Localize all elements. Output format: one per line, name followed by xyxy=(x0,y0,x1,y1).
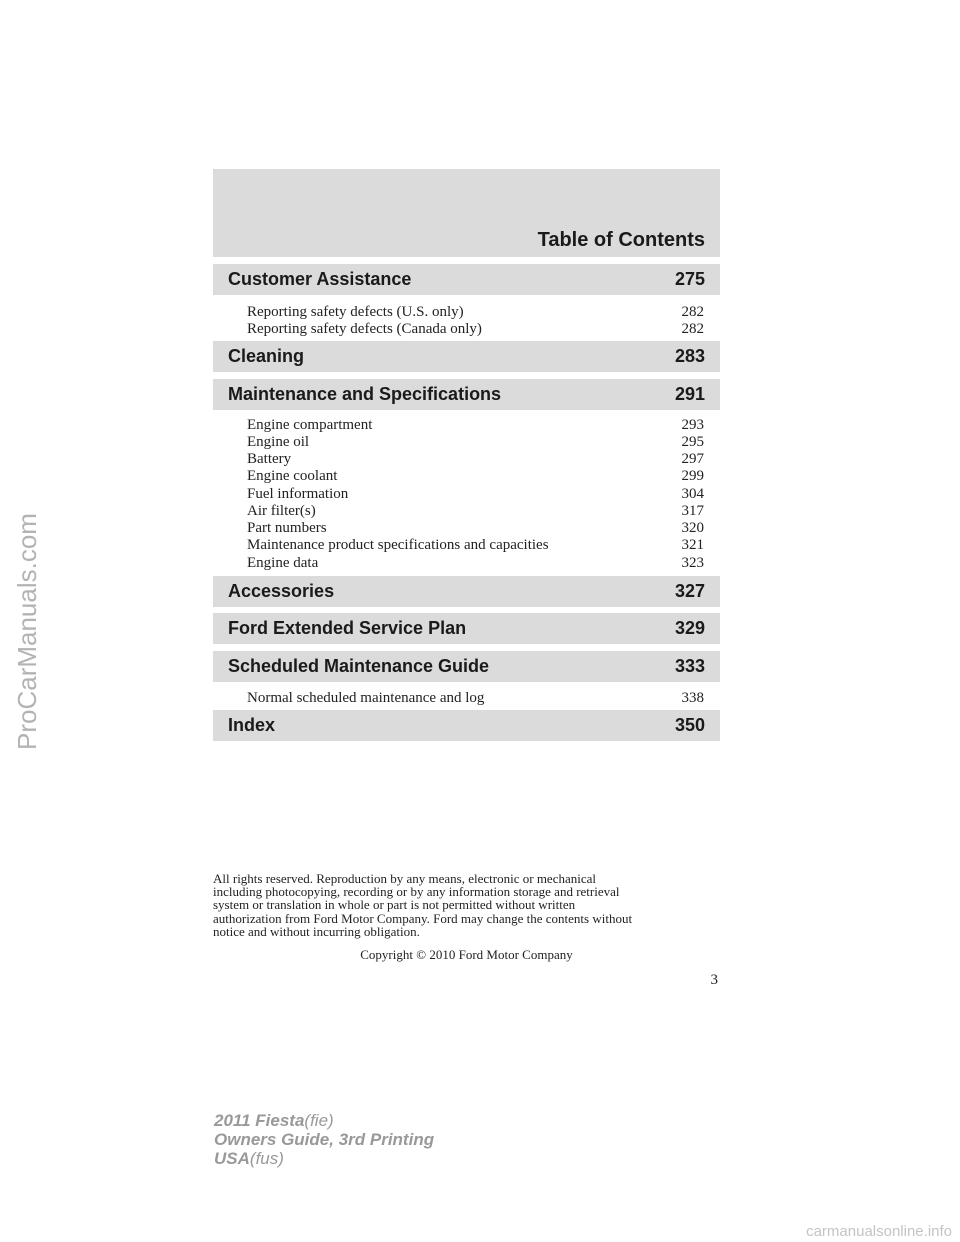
section-page: 283 xyxy=(674,346,705,366)
footer-market-code: (fus) xyxy=(249,1149,284,1168)
section-maintenance-specifications[interactable] xyxy=(213,379,720,410)
section-title: Maintenance and Specifications xyxy=(228,384,502,404)
bottom-watermark: carmanualsonline.info xyxy=(806,1223,952,1240)
footer-model: 2011 Fiesta xyxy=(214,1111,305,1130)
entry-title: Reporting safety defects (U.S. only) xyxy=(247,304,464,320)
section-page: 327 xyxy=(674,581,705,601)
legal-line: All rights reserved. Reproduction by any means, electronic or mechanical xyxy=(213,871,597,886)
entry-page: 295 xyxy=(681,434,704,450)
copyright-notice: Copyright © 2010 Ford Motor Company xyxy=(360,947,573,962)
section-customer-assistance[interactable] xyxy=(213,264,720,295)
entry-page: 293 xyxy=(681,417,704,433)
entry-page: 304 xyxy=(681,486,704,502)
entry-title: Engine compartment xyxy=(247,417,373,433)
section-title: Cleaning xyxy=(228,346,305,366)
entry-engine-oil[interactable] xyxy=(247,434,704,451)
footer-market: USA xyxy=(214,1149,250,1168)
entry-battery[interactable] xyxy=(247,451,704,468)
entry-safety-defects-us[interactable] xyxy=(247,304,704,321)
entry-air-filters[interactable] xyxy=(247,503,704,520)
entry-title: Engine coolant xyxy=(247,468,338,484)
legal-line: authorization from Ford Motor Company. Ford may change the contents without xyxy=(213,910,633,926)
document-footer xyxy=(214,1111,434,1168)
section-title: Scheduled Maintenance Guide xyxy=(228,656,490,676)
section-scheduled-maintenance-guide[interactable] xyxy=(213,651,720,682)
section-page: 333 xyxy=(674,656,705,676)
entry-page: 282 xyxy=(681,321,704,337)
section-ford-extended-service-plan[interactable] xyxy=(213,613,720,644)
entry-title: Engine data xyxy=(247,555,319,571)
section-page: 350 xyxy=(674,715,705,735)
toc-header-box xyxy=(213,169,720,257)
entry-part-numbers[interactable] xyxy=(247,520,704,537)
entry-title: Normal scheduled maintenance and log xyxy=(247,690,485,706)
section-title: Index xyxy=(228,715,276,735)
entry-page: 297 xyxy=(681,451,704,467)
section-page: 291 xyxy=(674,384,705,404)
entry-title: Engine oil xyxy=(247,434,310,450)
entry-title: Maintenance product specifications and capacities xyxy=(247,537,549,553)
entry-page: 338 xyxy=(681,690,704,706)
section-accessories[interactable] xyxy=(213,576,720,607)
entry-page: 321 xyxy=(681,537,704,553)
entry-maintenance-product-specs[interactable] xyxy=(247,537,704,554)
section-cleaning[interactable] xyxy=(213,341,720,372)
entry-safety-defects-canada[interactable] xyxy=(247,321,704,338)
entry-page: 323 xyxy=(681,555,704,571)
legal-line: notice and without incurring obligation. xyxy=(213,923,420,939)
page-number: 3 xyxy=(710,972,718,988)
side-watermark: ProCarManuals.com xyxy=(12,513,42,750)
entry-title: Reporting safety defects (Canada only) xyxy=(247,321,482,337)
entry-title: Battery xyxy=(247,451,292,467)
section-title: Customer Assistance xyxy=(228,269,412,289)
entry-page: 299 xyxy=(681,468,704,484)
entry-engine-compartment[interactable] xyxy=(247,417,704,434)
entry-normal-scheduled-maintenance[interactable] xyxy=(247,690,704,707)
entry-title: Fuel information xyxy=(247,486,349,502)
section-title: Ford Extended Service Plan xyxy=(228,618,467,638)
footer-model-code: (fie) xyxy=(304,1111,334,1130)
section-index[interactable] xyxy=(213,710,720,741)
entry-engine-data[interactable] xyxy=(247,555,704,572)
legal-line: including photocopying, recording or by any information storage and retrieval xyxy=(213,884,620,900)
legal-line: system or translation in whole or part is not permitted without written xyxy=(213,897,576,913)
section-page: 329 xyxy=(674,618,705,638)
entry-title: Part numbers xyxy=(247,520,327,536)
entry-page: 282 xyxy=(681,304,704,320)
entry-page: 317 xyxy=(681,503,704,519)
entry-engine-coolant[interactable] xyxy=(247,468,704,485)
legal-notice xyxy=(213,872,720,938)
footer-guide: Owners Guide, 3rd Printing xyxy=(214,1130,435,1149)
entry-page: 320 xyxy=(681,520,704,536)
section-title: Accessories xyxy=(228,581,335,601)
entry-fuel-information[interactable] xyxy=(247,486,704,503)
page-title: Table of Contents xyxy=(537,229,705,251)
entry-title: Air filter(s) xyxy=(247,503,316,519)
section-page: 275 xyxy=(674,269,705,289)
